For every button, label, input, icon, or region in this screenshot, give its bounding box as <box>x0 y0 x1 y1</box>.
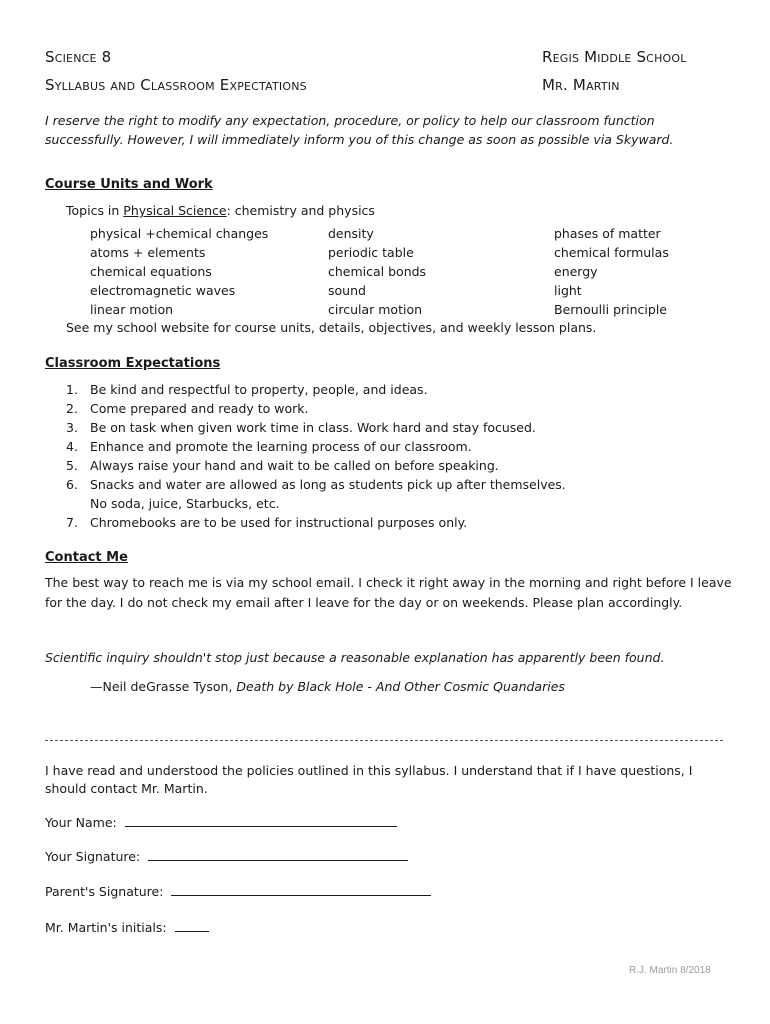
topics-subject: Physical Science <box>123 203 227 218</box>
list-item <box>66 494 566 513</box>
name-label: Your Name: <box>45 815 117 830</box>
footer-credit: R.J. Martin 8/2018 <box>629 965 711 976</box>
contact-heading: Contact Me <box>45 550 128 565</box>
list-number: 3. <box>66 420 78 435</box>
topic-item: sound <box>328 283 366 298</box>
quote-attribution <box>90 679 565 694</box>
topics-suffix: : chemistry and physics <box>226 203 375 218</box>
quote-work: Death by Black Hole - And Other Cosmic Quandaries <box>236 679 565 694</box>
topic-item: chemical formulas <box>554 245 669 260</box>
parent-signature-label: Parent's Signature: <box>45 884 164 899</box>
list-text: Come prepared and ready to work. <box>90 401 309 416</box>
list-number: 4. <box>66 439 78 454</box>
list-item <box>66 418 566 437</box>
list-item <box>66 399 566 418</box>
document-subtitle: Syllabus and Classroom Expectations <box>45 76 307 94</box>
course-units-heading: Course Units and Work <box>45 177 213 192</box>
list-text: Chromebooks are to be used for instructional purposes only. <box>90 515 468 530</box>
contact-line-2: for the day. I do not check my email after I leave for the day or on weekends. Please plan accordingly. <box>45 595 683 610</box>
disclaimer-line-2: successfully. However, I will immediately inform you of this change as soon as possible via Skyward. <box>45 132 674 147</box>
topic-item: energy <box>554 264 598 279</box>
school-name: Regis Middle School <box>542 48 687 66</box>
list-item <box>66 475 566 494</box>
signature-row <box>45 848 408 864</box>
topic-item: light <box>554 283 582 298</box>
topics-column-1 <box>90 224 268 319</box>
topic-item: physical +chemical changes <box>90 226 269 241</box>
list-text: Enhance and promote the learning process of our classroom. <box>90 439 472 454</box>
topics-column-2 <box>328 224 426 319</box>
expectations-list <box>66 380 566 532</box>
initials-row <box>45 919 209 935</box>
topic-item: periodic table <box>328 245 414 260</box>
expectations-heading: Classroom Expectations <box>45 356 221 371</box>
cut-line-divider <box>45 740 723 741</box>
list-text: Be on task when given work time in class. Work hard and stay focused. <box>90 420 536 435</box>
list-number: 7. <box>66 515 78 530</box>
topic-item: phases of matter <box>554 226 661 241</box>
topic-item: chemical equations <box>90 264 212 279</box>
topics-line <box>66 203 375 218</box>
acknowledgement-line-1: I have read and understood the policies outlined in this syllabus. I understand that if I have questions, I <box>45 763 693 778</box>
list-item <box>66 456 566 475</box>
topic-item: atoms + elements <box>90 245 206 260</box>
parent-signature-field[interactable] <box>171 883 431 896</box>
list-text: Snacks and water are allowed as long as students pick up after themselves. <box>90 477 566 492</box>
contact-line-1: The best way to reach me is via my school email. I check it right away in the morning and right before I leave <box>45 575 732 590</box>
acknowledgement-line-2: should contact Mr. Martin. <box>45 781 208 796</box>
list-number: 5. <box>66 458 78 473</box>
initials-field[interactable] <box>175 919 209 932</box>
list-number: 6. <box>66 477 78 492</box>
list-number: 2. <box>66 401 78 416</box>
quote-text: Scientific inquiry shouldn't stop just because a reasonable explanation has apparently been found. <box>45 650 665 665</box>
name-row <box>45 814 397 830</box>
topic-item: density <box>328 226 374 241</box>
list-number: 1. <box>66 382 78 397</box>
topic-item: electromagnetic waves <box>90 283 236 298</box>
list-text: No soda, juice, Starbucks, etc. <box>90 496 280 511</box>
initials-label: Mr. Martin's initials: <box>45 920 167 935</box>
website-note: See my school website for course units, details, objectives, and weekly lesson plans. <box>66 320 597 335</box>
disclaimer-line-1: I reserve the right to modify any expectation, procedure, or policy to help our classroom function <box>45 113 655 128</box>
signature-field[interactable] <box>148 848 408 861</box>
quote-author: —Neil deGrasse Tyson, <box>90 679 237 694</box>
topic-item: Bernoulli principle <box>554 302 667 317</box>
list-text: Be kind and respectful to property, people, and ideas. <box>90 382 428 397</box>
topics-prefix: Topics in <box>66 203 124 218</box>
list-item <box>66 380 566 399</box>
topic-item: circular motion <box>328 302 423 317</box>
list-item <box>66 513 566 532</box>
topic-item: chemical bonds <box>328 264 427 279</box>
topics-column-3 <box>554 224 669 319</box>
list-text: Always raise your hand and wait to be called on before speaking. <box>90 458 499 473</box>
teacher-name: Mr. Martin <box>542 76 620 94</box>
list-item <box>66 437 566 456</box>
course-title: Science 8 <box>45 48 112 66</box>
parent-signature-row <box>45 883 431 899</box>
topic-item: linear motion <box>90 302 174 317</box>
name-field[interactable] <box>125 814 397 827</box>
signature-label: Your Signature: <box>45 849 141 864</box>
